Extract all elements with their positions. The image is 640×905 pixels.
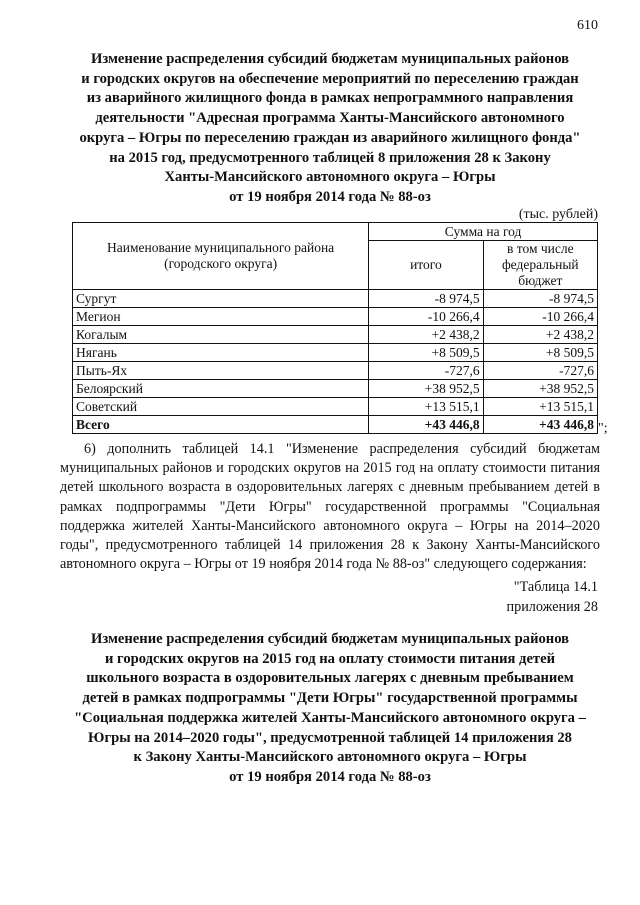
cell-name: Белоярский	[73, 380, 369, 398]
title-line: и городских округов на 2015 год на оплату стоимости питания детей	[105, 650, 555, 667]
table-row	[73, 344, 598, 362]
title-line: детей в рамках подпрограммы "Дети Югры" государственной программы	[82, 690, 578, 707]
title-line: из аварийного жилищного фонда в рамках непрограммного направления	[86, 90, 574, 107]
title-line: Изменение распределения субсидий бюджетам муниципальных районов	[90, 631, 570, 647]
table-row	[73, 380, 598, 398]
cell-total: +2 438,2	[369, 326, 483, 344]
cell-total: +8 509,5	[369, 344, 483, 362]
title-line: Изменение распределения субсидий бюджетам муниципальных районов	[90, 51, 570, 67]
cell-name: Пыть-Ях	[73, 362, 369, 380]
cell-federal: +13 515,1	[483, 398, 597, 416]
cell-total: +13 515,1	[369, 398, 483, 416]
cell-federal: +43 446,8	[483, 416, 597, 434]
title-line: школьного возраста в оздоровительных лагерях с дневным пребыванием	[86, 670, 574, 687]
title-line: от 19 ноября 2014 года № 88-оз	[229, 188, 431, 205]
title-line: округа – Югры по переселению граждан из аварийного жилищного фонда"	[79, 129, 581, 146]
cell-total: -8 974,5	[369, 290, 483, 308]
cell-name: Нягань	[73, 344, 369, 362]
cell-name: Всего	[73, 416, 369, 434]
title-line: и городских округов на обеспечение мероприятий по переселению граждан	[81, 70, 579, 87]
cell-name: Сургут	[73, 290, 369, 308]
table-row	[73, 308, 598, 326]
title-line: Ханты-Мансийского автономного округа – Югры	[164, 169, 496, 186]
cell-federal: +38 952,5	[483, 380, 597, 398]
subsidies-table	[72, 222, 598, 434]
cell-federal: +8 509,5	[483, 344, 597, 362]
cell-total: -10 266,4	[369, 308, 483, 326]
quote-close-mark: ";	[598, 421, 608, 436]
title-line: Югры на 2014–2020 годы", предусмотренной таблицей 14 приложения 28	[88, 729, 572, 746]
cell-federal: -10 266,4	[483, 308, 597, 326]
cell-federal: +2 438,2	[483, 326, 597, 344]
section-title	[60, 50, 600, 208]
header-total: итого	[369, 241, 483, 290]
header-sum-per-year: Сумма на год	[369, 223, 598, 241]
table-total-row	[73, 416, 598, 434]
page-number: 610	[577, 18, 598, 33]
cell-name: Советский	[73, 398, 369, 416]
table-row	[73, 326, 598, 344]
table-row	[73, 398, 598, 416]
header-federal: в том числе федеральный бюджет	[483, 241, 597, 290]
title-line: деятельности "Адресная программа Ханты-Мансийского автономного	[95, 110, 565, 127]
table-row	[73, 362, 598, 380]
units-label: (тыс. рублей)	[518, 207, 598, 222]
annex-line: приложения 28	[506, 598, 598, 615]
header-municipality: Наименование муниципального района (городского округа)	[73, 223, 369, 290]
cell-federal: -727,6	[483, 362, 597, 380]
cell-total: -727,6	[369, 362, 483, 380]
cell-federal: -8 974,5	[483, 290, 597, 308]
title-line: к Закону Ханты-Мансийского автономного округа – Югры	[133, 749, 527, 766]
title-line: на 2015 год, предусмотренного таблицей 8 приложения 28 к Закону	[109, 149, 551, 166]
amendment-paragraph: 6) дополнить таблицей 14.1 "Изменение распределения субсидий бюджетам муниципальных районов и городских округов на 2015 год на оплату стоимости питания детей школьного возраста в оздоровительных лагерях с дневным пребыванием детей в рамках подпрограммы "Дети Югры" государственной программы "Социальная поддержка жителей Ханты-Мансийского автономного округа – Югры на 2014–2020 годы", предусмотренного таблицей 14 приложения 28 к Закону Ханты-Мансийского автономного округа – Югры от 19 ноября 2014 года № 88-оз" следующего содержания:	[60, 441, 600, 573]
cell-total: +38 952,5	[369, 380, 483, 398]
section-title	[60, 630, 600, 788]
annex-line: "Таблица 14.1	[513, 579, 598, 595]
cell-total: +43 446,8	[369, 416, 483, 434]
title-line: от 19 ноября 2014 года № 88-оз	[229, 768, 431, 785]
cell-name: Мегион	[73, 308, 369, 326]
table-row	[73, 290, 598, 308]
title-line: "Социальная поддержка жителей Ханты-Мансийского автономного округа –	[74, 709, 586, 726]
annex-reference	[507, 578, 598, 617]
cell-name: Когалым	[73, 326, 369, 344]
